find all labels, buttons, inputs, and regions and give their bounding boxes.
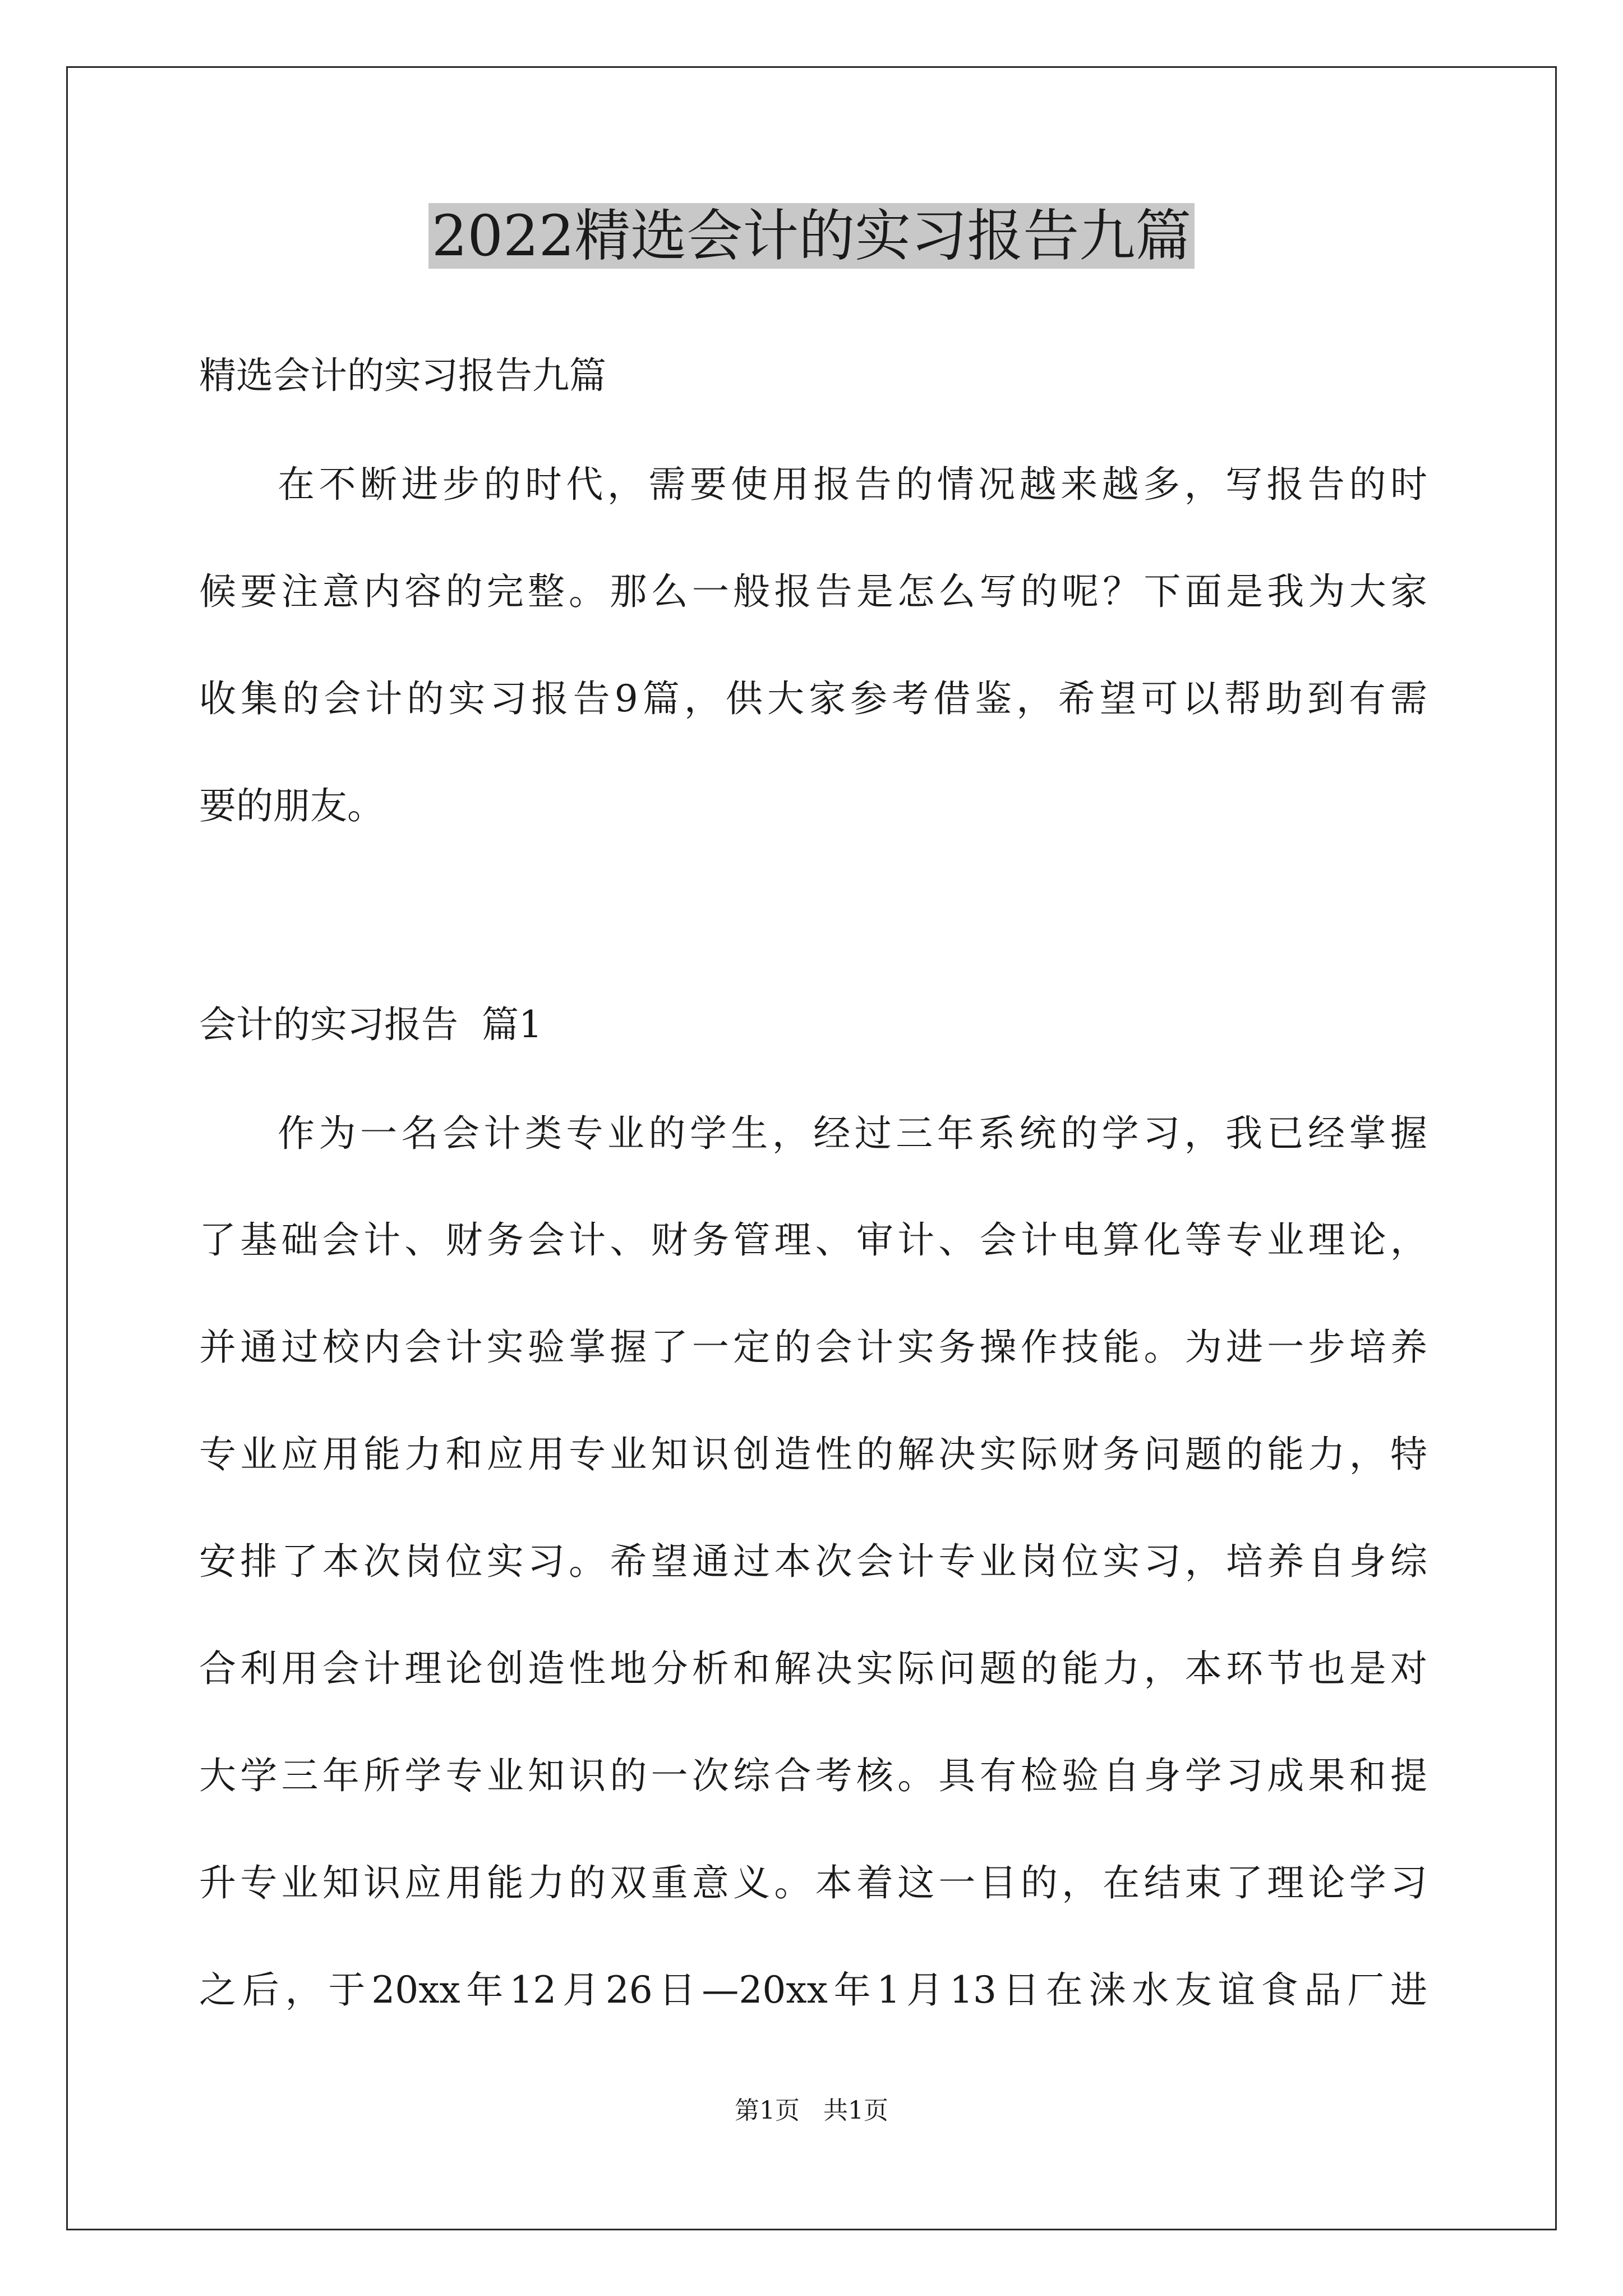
body-line: 之后，于20xx年12月26日—20xx年1月13日在涞水友谊食品厂进 <box>199 1968 1427 2012</box>
document-title-text: 2022精选会计的实习报告九篇 <box>428 203 1195 269</box>
intro-line: 要的朋友。 <box>199 784 384 827</box>
body-line: 专业应用能力和应用专业知识创造性的解决实际财务问题的能力，特 <box>199 1433 1427 1476</box>
body-line: 大学三年所学专业知识的一次综合考核。具有检验自身学习成果和提 <box>199 1754 1427 1797</box>
document-title <box>0 200 1623 273</box>
body-line: 并通过校内会计实验掌握了一定的会计实务操作技能。为进一步培养 <box>199 1326 1427 1369</box>
document-subtitle: 精选会计的实习报告九篇 <box>199 354 606 397</box>
intro-line: 在不断进步的时代，需要使用报告的情况越来越多，写报告的时 <box>278 463 1427 506</box>
body-line: 合利用会计理论创造性地分析和解决实际问题的能力，本环节也是对 <box>199 1647 1427 1690</box>
body-line: 作为一名会计类专业的学生，经过三年系统的学习，我已经掌握 <box>278 1112 1427 1155</box>
page-footer: 第1页 共1页 <box>735 2096 888 2125</box>
intro-line: 收集的会计的实习报告9篇，供大家参考借鉴，希望可以帮助到有需 <box>199 677 1427 720</box>
body-line: 升专业知识应用能力的双重意义。本着这一目的，在结束了理论学习 <box>199 1861 1427 1904</box>
body-line: 了基础会计、财务会计、财务管理、审计、会计电算化等专业理论， <box>199 1218 1427 1262</box>
section-heading: 会计的实习报告 篇1 <box>199 1003 542 1046</box>
intro-line: 候要注意内容的完整。那么一般报告是怎么写的呢？下面是我为大家 <box>199 570 1427 613</box>
body-line: 安排了本次岗位实习。希望通过本次会计专业岗位实习，培养自身综 <box>199 1540 1427 1583</box>
